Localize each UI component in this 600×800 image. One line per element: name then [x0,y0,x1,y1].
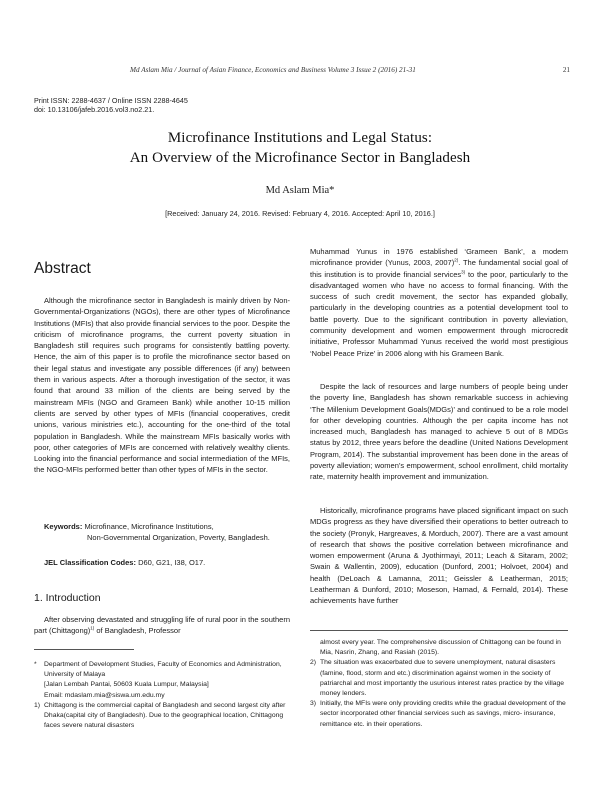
abstract-text: Although the microfinance sector in Bangladesh is mainly driven by Non-Governmental-Organizations (NGOs), there are other types of Microfinance Institutions (MFIs) that also provide financial services to the poor. Despite the criticism of microfinance programs, the current poverty situation in Bangladesh still requires such programs for consistently battling poverty. Hence, the aim of this paper is to profile the microfinance sector based on their legal status and investigate any possible differences (if any) between them in various aspects. After a thorough investigation of the sector, it was found that around 33 million of the clients are being served by the mainstream MFIs (NGO and Grameen Bank) while another 10-15 million clients are served by other types of MFIs (financial cooperatives, credit unions, various ministries etc.), accounting for the one-third of the total population in Bangladesh. While the mainstream MFIs basically works with poor, other categories of MFIs are concerned with relatively wealthy clients. Looking into the financial performance and social intermediation of the MFIs, the NGO-MFIs performed better than other types of MFIs in the sector. [34,296,290,475]
introduction-heading: 1. Introduction [34,592,101,604]
footnote-2-text: The situation was exacerbated due to severe unemployment, natural disasters (famine, flood, storm and etc.) discrimination against women in the society of patriarchal and most importantly the usurious interest rates practice by the village money lenders. [320,659,565,698]
footnote-1-continued [310,638,568,658]
running-header-citation: Md Aslam Mia / Journal of Asian Finance, Economics and Business Volume 3 Issue 2 (2016) 21-31 [130,66,416,74]
introduction-text [34,614,290,637]
right-paragraph-1 [310,246,568,359]
footnote-divider-right [310,630,568,631]
keywords-line-1: Microfinance, Microfinance Institutions, [84,522,214,531]
keywords-block [44,521,294,544]
jel-label: JEL Classification Codes: [44,558,136,567]
right-paragraph-2: Despite the lack of resources and large numbers of people being under the poverty line, Bangladesh has shown remarkable success in achieving ‘The Millenium Development Goals(MDGs)’ and continued to be a role model for other developing countries. Although the per capita income has not increased much, Bangladesh has managed to achieve 5 out of 8 MDGs status by 2012, three years before the deadline (United Nations Development Program, 2014). The substantial improvement has been done in the areas of poverty alleviation; women’s empowerment, school enrollment, child mortality rate, maternity health improvement and immunization. [310,382,568,482]
footnote-ref-1: 1) [90,625,95,631]
right-p1-b: . The fundamental social goal of this institution is to provide financial services [310,258,568,279]
received-dates: [Received: January 24, 2016. Revised: February 4, 2016. Accepted: April 10, 2016.] [165,209,435,218]
doi-line: doi: 10.13106/jafeb.2016.vol3.no2.21. [34,105,155,115]
intro-text-b: of Bangladesh, Professor [94,626,181,636]
footnote-1-continued-text: almost every year. The comprehensive discussion of Chittagong can be found in Mia, Nasrin, Zhang, and Rasiah (2015). [320,639,561,657]
footnote-2-mark: 2) [310,659,317,667]
affiliation-email: Email: mdaslam.mia@siswa.um.edu.my [44,691,165,699]
intro-text-a: After observing devastated and struggling life of rural poor in the southern part (Chittagong) [34,615,290,636]
paper-title-line-2: An Overview of the Microfinance Sector in Bangladesh [129,150,471,166]
author-name: Md Aslam Mia* [265,185,335,196]
footnote-3-mark: 3) [310,700,317,708]
jel-block [44,557,294,568]
right-p1-a: Muhammad Yunus in 1976 established ‘Grameen Bank’, a modern microfinance provider (Yunus, 2003, 2007) [310,247,568,268]
footnote-3 [310,699,568,730]
right-p1-c: to the poor, particularly to the disadvantaged women who have no access to formal financing. With the success of such credit movement, the sector has expanded globally, particularly in the developing countries as a potential development tool to battle poverty. Due to the significant contribution in poverty alleviation, community development and women empowerment through microcredit initiative, Professor Muhammad Yunus received the world most prestigious ‘Nobel Peace Prize’ in 2006 along with his Grameen Bank. [310,269,569,358]
footnote-ref-3: 3) [461,269,466,275]
keywords-label: Keywords: [44,522,83,531]
jel-codes: D60, G21, I38, O17. [138,558,206,567]
keywords-line-2: Non-Governmental Organization, Poverty, Bangladesh. [87,533,270,543]
issn-block [34,96,188,115]
page-number: 21 [562,66,570,74]
footnote-1-text: Chittagong is the commercial capital of Bangladesh and second largest city after Dhaka(capital city of Bangladesh). Due to the geographical location, Chittagong faces severe natural disasters [44,701,286,730]
footnotes-right [310,638,568,730]
issn-line: Print ISSN: 2288-4637 / Online ISSN 2288-4645 [34,96,188,105]
affiliation-line-2: [Jalan Lembah Pantai, 50603 Kuala Lumpur, Malaysia] [44,681,209,689]
footnote-3-text: Initially, the MFIs were only providing credits while the gradual development of the sector incorporated other financial services such as savings, micro- insurance, remittance etc. in their operations. [320,700,566,728]
footnote-ref-2: 2) [454,257,459,263]
affiliation-footnote [34,660,290,701]
affiliation-line-1: Department of Development Studies, Faculty of Economics and Administration, University of Malaya [44,661,282,679]
footnote-1 [34,701,290,732]
affiliation-mark: * [34,661,37,668]
footnotes-left [34,660,290,731]
footnote-divider-left [34,649,134,650]
abstract-heading: Abstract [34,260,91,277]
paper-title-line-1: Microfinance Institutions and Legal Status: [167,130,433,146]
running-header [130,66,570,74]
footnote-1-mark: 1) [34,701,41,709]
footnote-2 [310,658,568,699]
right-paragraph-3: Historically, microfinance programs have placed significant impact on such MDGs progress as they have diversified their operations to better outreach to the society (Pronyk, Hargreaves, & Morduch, 2007). There are a vast amount of research that shows the positive correlation between microfinance and women empowerment (Aruna & Jyothirmayi, 2011; Leach & Sitaram, 2002; Swain & Wallentin, 2009), education (Dunford, 2001; Holvoet, 2004) and health (DeLoach & Lamanna, 2011; Geissler & Leatherman, 2015; Leatherman & Dunford, 2010; Moseson, Hamad, & Fernald, 2014). These achievements have further [310,506,568,606]
